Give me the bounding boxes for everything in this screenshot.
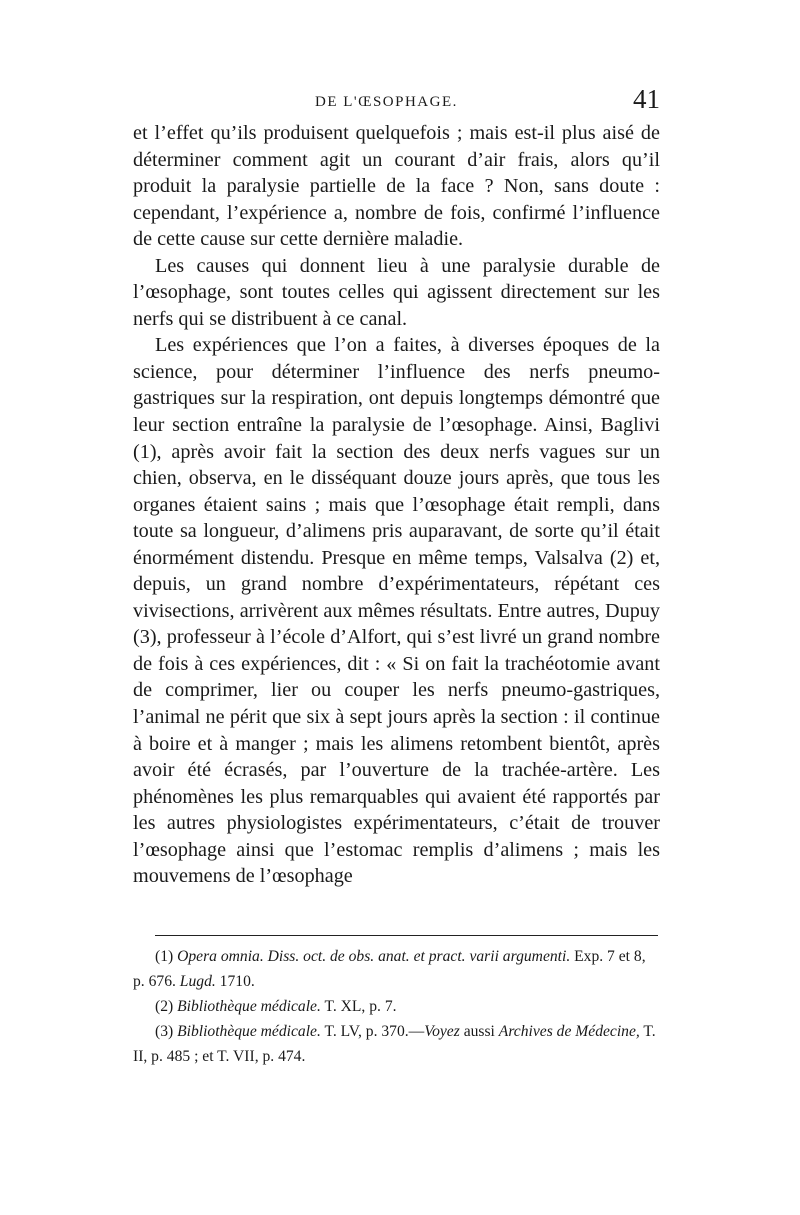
page-number: 41 <box>633 84 660 114</box>
footnote-2-work: Bibliothèque médicale. <box>177 998 321 1015</box>
running-head: DE L'ŒSOPHAGE. <box>315 94 458 110</box>
page-header <box>135 84 660 122</box>
footnote-1 <box>133 944 660 994</box>
footnote-3-work: Bibliothèque médicale. <box>177 1023 321 1040</box>
footnote-2-ref: T. XL, p. 7. <box>324 998 397 1015</box>
footnote-3-archives: Archives de Médecine, <box>498 1023 640 1040</box>
footnote-3 <box>133 1019 660 1069</box>
footnote-3-tail: T. II, p. 485 ; et T. VII, p. 474. <box>133 1023 656 1065</box>
footnotes <box>133 944 660 1069</box>
footnote-3-voyez: Voyez <box>424 1023 460 1040</box>
footnote-2 <box>133 994 660 1019</box>
main-text <box>133 120 660 890</box>
footnote-1-number: (1) <box>155 948 174 965</box>
footnote-3-aussi: aussi <box>463 1023 495 1040</box>
footnote-1-year: 1710. <box>219 973 255 990</box>
footnote-1-work: Opera omnia. Diss. oct. de obs. anat. et pract. varii argumenti. <box>177 948 571 965</box>
footnote-3-number: (3) <box>155 1023 174 1040</box>
paragraph-continuation: et l’effet qu’ils produisent quelquefois ; mais est-il plus aisé de déterminer comment agit un courant d’air frais, alors qu’il produit la paralysie partielle de la face ? Non, sans doute : cependant, l’expérience a, nombre de fois, confirmé l’influence de cette cause sur cette dernière maladie. <box>133 122 660 251</box>
footnote-1-ref: Exp. 7 et 8, p. 676. <box>133 948 646 990</box>
footnote-3-ref: T. LV, p. 370.— <box>324 1023 425 1040</box>
paragraph-experiences: Les expériences que l’on a faites, à diverses époques de la science, pour déterminer l’influence des nerfs pneumo-gastriques sur la respiration, ont depuis longtemps démontré que leur section entraîne la paralysie de l’œsophage. Ainsi, Baglivi (1), après avoir fait la section des deux nerfs vagues sur un chien, observa, en le disséquant douze jours après, que tous les organes étaient sains ; mais que l’œsophage était rempli, dans toute sa longueur, d’alimens pris auparavant, de sorte qu’il était énormément distendu. Presque en même temps, Valsalva (2) et, depuis, un grand nombre d’expérimentateurs, répétant ces vivisections, arrivèrent aux mêmes résultats. Entre autres, Dupuy (3), professeur à l’école d’Alfort, qui s’est livré un grand nombre de fois à ces expériences, dit : « Si on fait la trachéotomie avant de comprimer, lier ou couper les nerfs pneumo-gastriques, l’animal ne périt que six à sept jours après la section : il continue à boire et à manger ; mais les alimens retombent bientôt, après avoir été écrasés, par l’ouverture de la trachée-artère. Les phénomènes les plus remarquables qui avaient été rapportés par les autres physiologistes expérimentateurs, c’était de trouver l’œsophage ainsi que l’estomac remplis d’alimens ; mais les mouvemens de l’œsophage <box>133 334 660 888</box>
paragraph-causes: Les causes qui donnent lieu à une paralysie durable de l’œsophage, sont toutes celles qui agissent directement sur les nerfs qui se distribuent à ce canal. <box>133 254 660 330</box>
footnote-2-number: (2) <box>155 998 174 1015</box>
footnote-rule <box>155 935 658 936</box>
footnote-1-place: Lugd. <box>179 973 216 990</box>
